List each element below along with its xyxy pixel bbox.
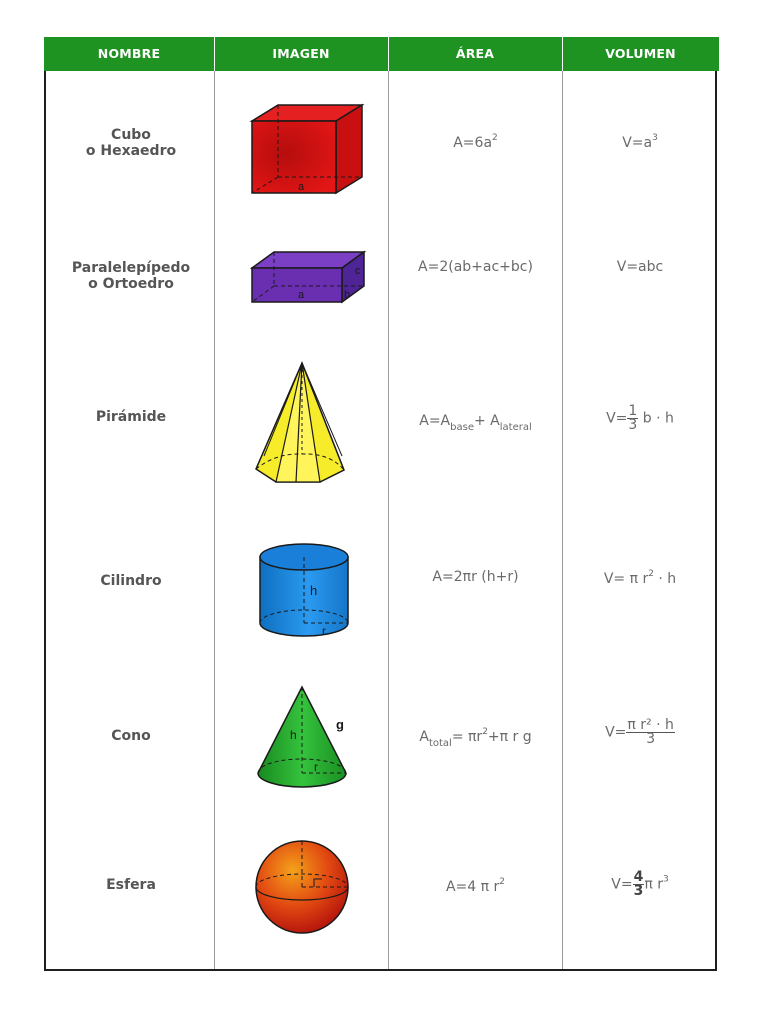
volume-formula: V=a — [622, 135, 653, 151]
name-cell — [48, 877, 214, 893]
cone-image — [216, 685, 388, 793]
fraction-numerator: π r² · h — [627, 717, 674, 733]
solids-table — [44, 37, 717, 971]
column-divider — [214, 71, 215, 969]
volume-prefix: V= — [605, 724, 627, 741]
area-formula: = πr — [451, 729, 483, 745]
area-formula: A=6a — [453, 135, 493, 151]
name-line: Esfera — [106, 877, 156, 893]
area-cell — [389, 259, 562, 275]
area-exponent: 2 — [492, 133, 498, 143]
header-volume: VOLUMEN — [605, 46, 676, 61]
edge-label: a — [298, 181, 305, 193]
sphere-image — [216, 839, 388, 935]
area-formula: A — [419, 729, 429, 745]
area-subscript: total — [428, 738, 452, 749]
fraction-numerator: 1 — [628, 403, 638, 419]
header-image: IMAGEN — [272, 46, 330, 61]
name-cell — [48, 127, 214, 159]
area-exponent: 2 — [482, 727, 488, 737]
volume-suffix: · h — [658, 571, 677, 587]
name-cell — [48, 573, 214, 589]
name-line: Cono — [111, 728, 151, 744]
area-cell — [389, 133, 562, 151]
cylinder-image — [216, 541, 388, 639]
volume-exponent: 3 — [652, 133, 658, 143]
name-line: Paralelepípedo — [71, 260, 191, 276]
name-line: Cubo — [111, 127, 151, 143]
header-divider — [214, 37, 215, 71]
name-cell — [48, 409, 214, 425]
dimension-label: h — [290, 728, 297, 742]
volume-cell — [563, 405, 717, 432]
volume-fraction — [633, 871, 645, 898]
area-formula: A=2πr (h+r) — [432, 569, 519, 585]
volume-prefix: V= — [606, 410, 628, 427]
fraction-denominator: 3 — [646, 731, 656, 747]
cube-image — [216, 101, 388, 197]
fraction-denominator: 3 — [633, 883, 644, 899]
volume-cell — [563, 133, 717, 151]
area-subscript: base — [450, 422, 474, 433]
column-divider — [388, 71, 389, 969]
volume-formula: V=abc — [616, 259, 664, 275]
volume-exponent: 2 — [648, 569, 654, 579]
area-cell — [389, 413, 562, 433]
column-divider — [562, 71, 563, 969]
dimension-label: r — [314, 760, 318, 774]
volume-cell — [563, 719, 717, 746]
name-line: Cilindro — [100, 573, 162, 589]
dimension-label: h — [310, 583, 318, 598]
header-name: NOMBRE — [97, 46, 161, 61]
dimension-label: g — [336, 717, 344, 732]
volume-cell — [563, 569, 717, 587]
volume-exponent: 3 — [662, 874, 669, 885]
name-cell — [48, 260, 214, 292]
edge-label: a — [298, 289, 305, 301]
area-subscript: lateral — [499, 422, 532, 433]
volume-suffix: π r — [644, 876, 663, 893]
header-area: ÁREA — [455, 46, 495, 61]
edge-label: b — [344, 289, 351, 301]
table-header — [44, 37, 719, 71]
fraction-numerator: 4 — [633, 869, 644, 885]
header-divider — [388, 37, 389, 71]
volume-prefix: V= — [611, 876, 633, 893]
area-cell — [389, 727, 562, 749]
volume-fraction — [626, 719, 674, 746]
fraction-denominator: 3 — [628, 417, 638, 433]
area-formula: A=2(ab+ac+bc) — [418, 259, 533, 275]
name-line: Pirámide — [95, 409, 167, 425]
volume-suffix: b · h — [642, 410, 674, 427]
volume-formula: V= π r — [603, 571, 649, 587]
header-divider — [562, 37, 563, 71]
volume-cell — [563, 259, 717, 275]
cuboid-image — [216, 248, 388, 304]
volume-fraction — [627, 405, 638, 432]
volume-cell — [563, 871, 717, 898]
dimension-label: r — [322, 624, 326, 638]
area-formula: A=A — [419, 413, 451, 429]
name-line: o Ortoedro — [88, 276, 174, 292]
area-formula: +π r g — [487, 729, 532, 745]
name-cell — [48, 728, 214, 744]
area-cell — [389, 569, 562, 585]
area-formula: A=4 π r — [445, 879, 500, 895]
edge-label: c — [355, 265, 361, 277]
name-line: o Hexaedro — [85, 143, 177, 159]
area-formula: + A — [473, 413, 500, 429]
area-exponent: 2 — [499, 877, 506, 887]
pyramid-image — [216, 361, 388, 485]
area-cell — [389, 877, 562, 895]
